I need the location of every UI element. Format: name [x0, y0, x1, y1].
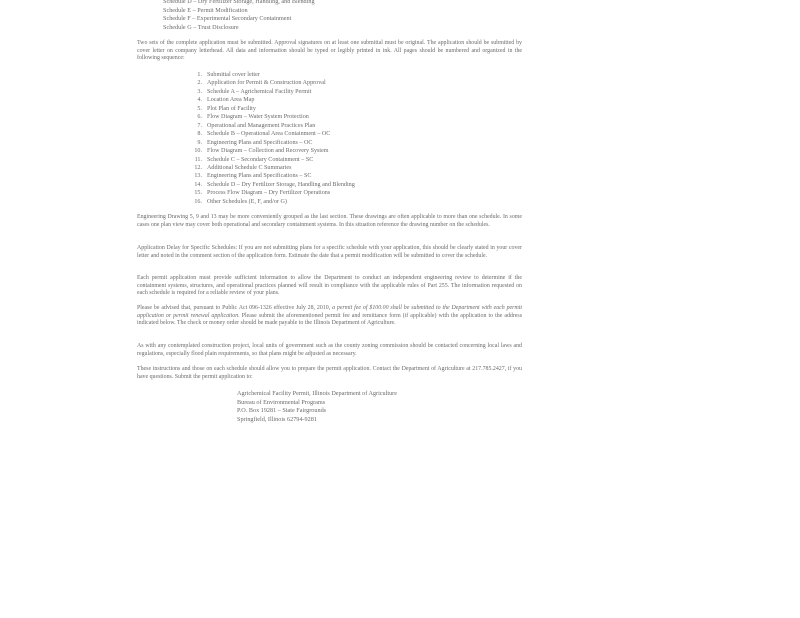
list-item: 2. Application for Permit & Construction Approval [197, 80, 326, 87]
submittal-sequence-list [186, 71, 355, 206]
address-line: Bureau of Environmental Programs [237, 398, 326, 406]
schedule-item: Schedule E – Permit Modification [163, 6, 248, 14]
schedule-item: Schedule G – Trust Disclosure [163, 23, 239, 31]
list-item: 13. Engineering Plans and Specifications – SC [194, 173, 312, 180]
list-item: 9. Engineering Plans and Specifications – OC [197, 139, 313, 146]
list-item: 11. Schedule C – Secondary Containment – SC [194, 156, 314, 163]
paragraph-local-government: As with any contemplated construction project, local units of government such as the county zoning commission should be contacted concerning local laws and regulations, especially flood plain requirements, so that plans might be adjusted as necessary. [137, 343, 522, 357]
paragraph-application-delay: Application Delay for Specific Schedules: If you are not submitting plans for a specific schedule with your application, this should be clearly stated in your cover letter and noted in the comment section of the application form. Estimate the date that a permit modification will be submitted to cover the schedule. [137, 245, 522, 259]
list-item: 15. Process Flow Diagram – Dry Fertilizer Operations [194, 190, 331, 197]
schedule-item: Schedule D – Dry Fertilizer Storage, Handling, and Blending [163, 0, 315, 5]
list-item: 7. Operational and Management Practices Plan [197, 122, 316, 129]
list-item: 14. Schedule D – Dry Fertilizer Storage, Handling and Blending [194, 181, 355, 188]
paragraph-permit-fee: Please be advised that, pursuant to Public Act 096-1326 effective July 28, 2010, a permit fee of $100.00 shall be submitted to the Department with each permit application or permit renewal application. Please submit the aforementioned permit fee and remittance form (if applicable) with the application to the address indicated below. The check or money order should be made payable to the Illinois Department of Agriculture. [137, 305, 522, 327]
address-line: Agrichemical Facility Permit, Illinois Department of Agriculture [237, 390, 397, 397]
list-item: 4. Location Area Map [197, 97, 255, 104]
list-item: 6. Flow Diagram – Water System Protection [197, 114, 309, 121]
list-item: 12. Additional Schedule C Summaries [194, 164, 292, 171]
list-item: 5. Plot Plan of Facility [197, 105, 256, 112]
paragraph-copies: Two sets of the complete application must be submitted. Approval signatures on at least one submittal must be original. The application should be submitted by cover letter on company letterhead. All data and information should be typed or legibly printed in ink. All pages should be numbered and organized in the following sequence: [137, 40, 522, 62]
address-line: Springfield, Illinois 62794-9281 [237, 415, 317, 423]
mailing-address [237, 390, 397, 424]
list-item: 1. Submittal cover letter [197, 72, 260, 78]
schedule-list [163, 0, 315, 32]
paragraph-contact: These instructions and those on each schedule should allow you to prepare the permit application. Contact the Department of Agriculture at 217.785.2427, if you have questions. Submit the permit application to: [137, 366, 522, 380]
paragraph-sufficient-information: Each permit application must provide sufficient information to allow the Department to conduct an independent engineering review to determine if the containment systems, structures, and operational practices planned will result in compliance with the applicable rules of Part 255. The information requested on each schedule is required for a reliable review of your plans. [137, 275, 522, 297]
address-line: P.O. Box 19281 – State Fairgrounds [237, 407, 327, 415]
list-item: 10. Flow Diagram – Collection and Recovery System [194, 148, 329, 155]
list-item: 8. Schedule B – Operational Area Containment – OC [197, 131, 331, 138]
schedule-item: Schedule F – Experimental Secondary Containment [163, 15, 292, 23]
paragraph-drawings: Engineering Drawing 5, 9 and 13 may be more conveniently grouped as the last section. These drawings are often applicable to more than one schedule. In some cases one plan view may cover both operational and secondary containment systems. In this situation reference the drawing number on the schedules. [137, 214, 522, 228]
list-item: 3. Schedule A – Agrichemical Facility Permit [197, 88, 312, 95]
list-item: 16. Other Schedules (E, F, and/or G) [194, 198, 287, 205]
